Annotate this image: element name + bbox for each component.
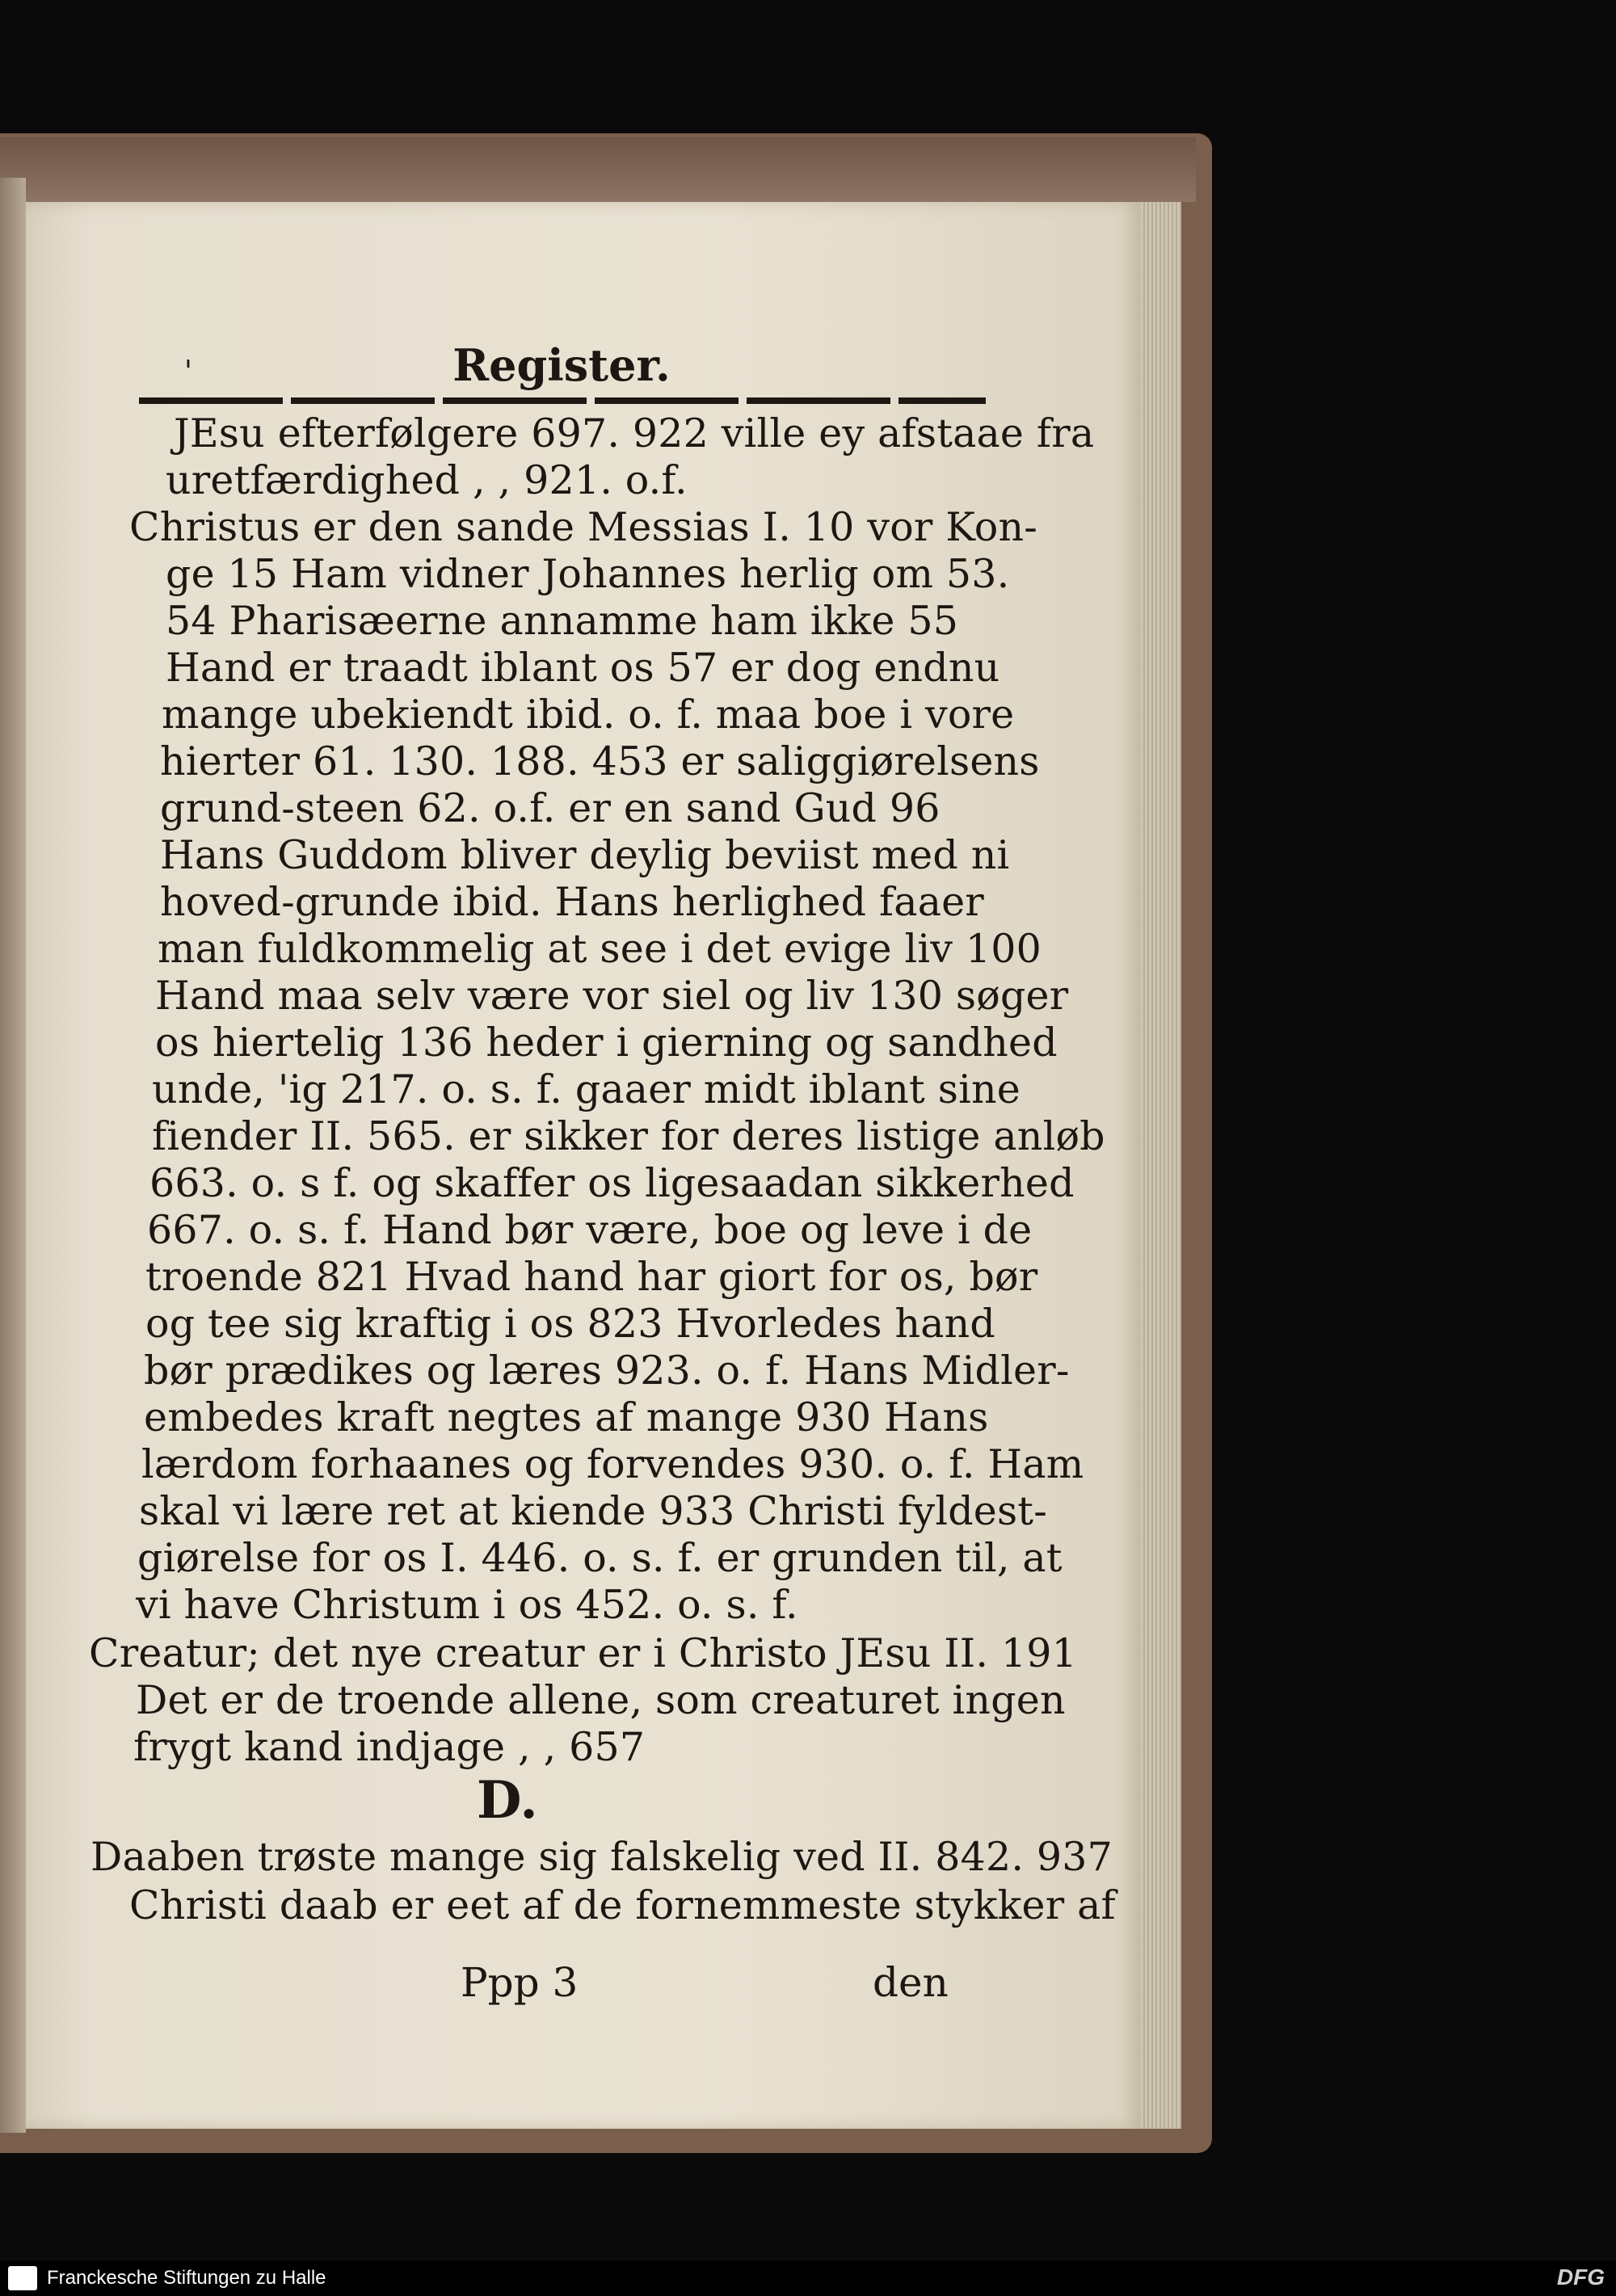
register-line: grund-steen 62. o.f. er en sand Gud 96	[160, 785, 941, 831]
register-line: og tee sig kraftig i os 823 Hvorledes hand	[145, 1301, 995, 1347]
register-line: Hand er traadt iblant os 57 er dog endnu	[166, 645, 1000, 691]
register-line: 663. o. s f. og skaffer os ligesaadan sikkerhed	[149, 1160, 1075, 1206]
catchword: den	[873, 1959, 949, 2006]
section-letter: D.	[477, 1770, 538, 1831]
register-line: Hans Guddom bliver deylig beviist med ni	[160, 832, 1010, 878]
register-line: uretfærdighed , , 921. o.f.	[166, 457, 688, 503]
register-line: ge 15 Ham vidner Johannes herlig om 53.	[166, 551, 1010, 597]
register-line: Daaben trøste mange sig falskelig ved II. 842. 937	[90, 1834, 1113, 1880]
register-line: unde, 'ig 217. o. s. f. gaaer midt iblant sine	[152, 1066, 1021, 1112]
institution-credit: Franckesche Stiftungen zu Halle	[47, 2267, 326, 2289]
register-line: JEsu efterfølgere 697. 922 ville ey afstaae fra	[174, 410, 1095, 456]
signature-mark: Ppp 3	[461, 1959, 579, 2006]
register-line: Christi daab er eet af de fornemmeste stykker af	[129, 1882, 1116, 1928]
register-line: hoved-grunde ibid. Hans herlighed faaer	[160, 879, 984, 925]
register-line: Creatur; det nye creatur er i Christo JEsu II. 191	[89, 1630, 1078, 1676]
register-line: man fuldkommelig at see i det evige liv 100	[158, 926, 1042, 972]
register-line: Det er de troende allene, som creaturet ingen	[136, 1677, 1066, 1723]
institution-logo	[8, 2266, 37, 2290]
register-line: embedes kraft negtes af mange 930 Hans	[144, 1394, 989, 1440]
register-line: os hiertelig 136 heder i gierning og sandhed	[155, 1020, 1058, 1066]
register-line: lærdom forhaanes og forvendes 930. o. f. Ham	[141, 1441, 1084, 1487]
page-header: Register.	[452, 339, 671, 391]
header-marker: '	[184, 355, 192, 389]
register-line: 54 Pharisæerne annamme ham ikke 55	[166, 598, 959, 644]
previous-page-edge	[0, 178, 26, 2133]
register-line: bør prædikes og læres 923. o. f. Hans Midler-	[144, 1348, 1070, 1394]
register-line: mange ubekiendt ibid. o. f. maa boe i vore	[162, 692, 1015, 738]
register-line: troende 821 Hvad hand har giort for os, bør	[145, 1254, 1038, 1300]
register-line: Christus er den sande Messias I. 10 vor Kon-	[129, 504, 1038, 550]
register-line: skal vi lære ret at kiende 933 Christi fyldest-	[139, 1488, 1047, 1534]
register-line: frygt kand indjage , , 657	[133, 1724, 646, 1770]
register-line: fiender II. 565. er sikker for deres listige anløb	[152, 1113, 1105, 1159]
register-line: Hand maa selv være vor siel og liv 130 søger	[155, 973, 1069, 1019]
register-line: hierter 61. 130. 188. 453 er saliggiørelsens	[160, 738, 1040, 784]
register-line: giørelse for os I. 446. o. s. f. er grunden til, at	[137, 1535, 1063, 1581]
register-line: vi have Christum i os 452. o. s. f.	[136, 1582, 798, 1628]
dfg-logo: DFG	[1556, 2264, 1605, 2290]
header-rule	[139, 397, 986, 404]
book-cover-top-edge	[0, 137, 1196, 202]
page-stack-edge	[1141, 202, 1181, 2129]
register-line: 667. o. s. f. Hand bør være, boe og leve i de	[147, 1207, 1033, 1253]
